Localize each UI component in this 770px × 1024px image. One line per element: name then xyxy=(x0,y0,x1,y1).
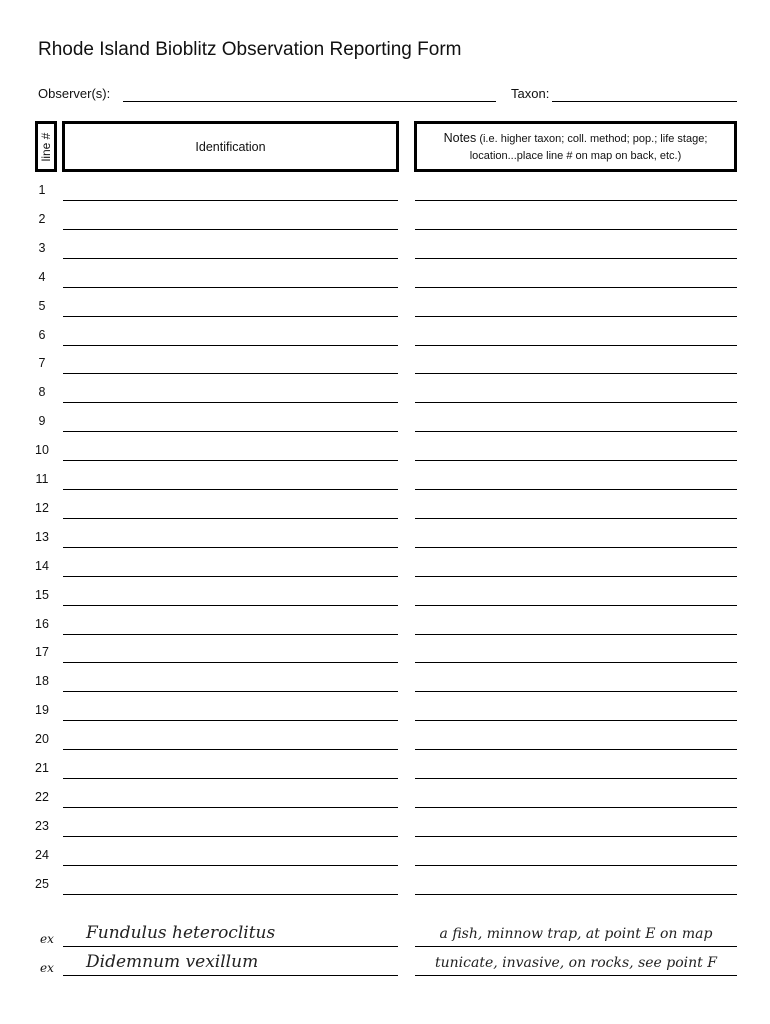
identification-field[interactable] xyxy=(63,547,398,548)
notes-field[interactable] xyxy=(415,258,737,259)
line-number: 21 xyxy=(35,761,49,775)
notes-field[interactable] xyxy=(415,634,737,635)
identification-field[interactable] xyxy=(63,576,398,577)
table-row xyxy=(0,588,770,617)
line-number: 16 xyxy=(35,616,49,631)
table-row xyxy=(0,241,770,270)
table-row xyxy=(0,819,770,848)
identification-field[interactable] xyxy=(63,662,398,663)
identification-header xyxy=(62,121,399,172)
line-number: 9 xyxy=(38,414,46,429)
example-label: ex xyxy=(40,961,54,975)
line-number: 7 xyxy=(38,356,46,371)
notes-field[interactable] xyxy=(415,200,737,201)
identification-field[interactable] xyxy=(63,431,398,432)
notes-field[interactable] xyxy=(415,287,737,288)
identification-field[interactable] xyxy=(63,634,398,635)
line-number: 10 xyxy=(35,443,49,458)
taxon-field[interactable] xyxy=(552,101,737,102)
line-number: 11 xyxy=(35,472,49,486)
table-row xyxy=(0,270,770,299)
notes-field[interactable] xyxy=(415,402,737,403)
table-row xyxy=(0,328,770,357)
notes-field[interactable] xyxy=(415,720,737,721)
table-row xyxy=(0,645,770,674)
line-number: 23 xyxy=(35,818,49,833)
notes-field[interactable] xyxy=(415,865,737,866)
line-number-header xyxy=(35,121,57,172)
line-number: 19 xyxy=(35,703,49,718)
identification-field[interactable] xyxy=(63,373,398,374)
identification-field[interactable] xyxy=(63,807,398,808)
table-row xyxy=(0,617,770,646)
example-notes: tunicate, invasive, on rocks, see point F xyxy=(435,955,717,971)
notes-field[interactable] xyxy=(415,431,737,432)
table-row xyxy=(0,443,770,472)
notes-field[interactable] xyxy=(415,489,737,490)
table-row xyxy=(0,183,770,212)
identification-field[interactable] xyxy=(63,402,398,403)
identification-field[interactable] xyxy=(63,605,398,606)
notes-field[interactable] xyxy=(415,605,737,606)
form-title: Rhode Island Bioblitz Observation Reporting Form xyxy=(38,39,462,60)
notes-field[interactable] xyxy=(415,518,737,519)
notes-field[interactable] xyxy=(415,749,737,750)
notes-field[interactable] xyxy=(415,460,737,461)
line-number: 1 xyxy=(38,183,46,197)
example-identification-line xyxy=(63,975,398,976)
table-row xyxy=(0,501,770,530)
line-number: 14 xyxy=(35,558,49,573)
notes-header-title: Notes xyxy=(443,131,477,145)
identification-field[interactable] xyxy=(63,894,398,895)
example-label: ex xyxy=(40,932,54,946)
table-row xyxy=(0,414,770,443)
table-row xyxy=(0,674,770,703)
notes-field[interactable] xyxy=(415,345,737,346)
line-number: 5 xyxy=(38,298,46,313)
line-number-header-label: line # xyxy=(39,132,53,161)
identification-field[interactable] xyxy=(63,865,398,866)
identification-field[interactable] xyxy=(63,258,398,259)
table-row xyxy=(0,472,770,501)
table-row xyxy=(0,559,770,588)
identification-header-label: Identification xyxy=(195,140,266,154)
line-number: 18 xyxy=(35,674,49,689)
example-row xyxy=(0,923,770,955)
identification-field[interactable] xyxy=(63,460,398,461)
notes-header-line1: (i.e. higher taxon; coll. method; pop.; life stage; xyxy=(479,133,708,145)
table-row xyxy=(0,848,770,877)
table-row xyxy=(0,761,770,790)
example-identification-line xyxy=(63,946,398,947)
notes-field[interactable] xyxy=(415,576,737,577)
notes-field[interactable] xyxy=(415,836,737,837)
notes-field[interactable] xyxy=(415,778,737,779)
identification-field[interactable] xyxy=(63,836,398,837)
line-number: 24 xyxy=(35,847,49,862)
identification-field[interactable] xyxy=(63,200,398,201)
table-row xyxy=(0,299,770,328)
example-notes: a fish, minnow trap, at point E on map xyxy=(439,926,713,942)
table-row xyxy=(0,877,770,906)
notes-field[interactable] xyxy=(415,691,737,692)
identification-field[interactable] xyxy=(63,345,398,346)
notes-field[interactable] xyxy=(415,229,737,230)
notes-header xyxy=(414,121,737,172)
identification-field[interactable] xyxy=(63,229,398,230)
table-row xyxy=(0,703,770,732)
line-number: 13 xyxy=(35,529,49,544)
line-number: 25 xyxy=(35,876,49,891)
line-number: 6 xyxy=(38,327,46,342)
notes-field[interactable] xyxy=(415,662,737,663)
table-row xyxy=(0,212,770,241)
example-identification: Fundulus heteroclitus xyxy=(86,923,276,943)
identification-field[interactable] xyxy=(63,749,398,750)
notes-header-line2: location...place line # on map on back, etc.) xyxy=(469,150,682,162)
notes-field[interactable] xyxy=(415,807,737,808)
taxon-label: Taxon: xyxy=(511,86,550,101)
table-row xyxy=(0,356,770,385)
example-row xyxy=(0,952,770,984)
table-row xyxy=(0,385,770,414)
table-row xyxy=(0,790,770,819)
example-notes-line xyxy=(415,946,737,947)
notes-field[interactable] xyxy=(415,316,737,317)
line-number: 8 xyxy=(38,385,46,400)
notes-field[interactable] xyxy=(415,373,737,374)
identification-field[interactable] xyxy=(63,518,398,519)
line-number: 17 xyxy=(35,645,49,660)
identification-field[interactable] xyxy=(63,720,398,721)
line-number: 22 xyxy=(35,789,49,804)
line-number: 2 xyxy=(38,211,46,226)
identification-field[interactable] xyxy=(63,691,398,692)
line-number: 3 xyxy=(38,240,46,255)
example-identification: Didemnum vexillum xyxy=(86,952,259,972)
line-number: 12 xyxy=(35,500,49,515)
identification-field[interactable] xyxy=(63,287,398,288)
notes-field[interactable] xyxy=(415,547,737,548)
notes-field[interactable] xyxy=(415,894,737,895)
table-row xyxy=(0,732,770,761)
observer-label: Observer(s): xyxy=(38,86,111,101)
line-number: 4 xyxy=(38,269,46,284)
identification-field[interactable] xyxy=(63,489,398,490)
observer-field[interactable] xyxy=(123,101,496,102)
table-row xyxy=(0,530,770,559)
line-number: 20 xyxy=(35,732,49,747)
line-number: 15 xyxy=(35,587,49,602)
example-notes-line xyxy=(415,975,737,976)
identification-field[interactable] xyxy=(63,778,398,779)
identification-field[interactable] xyxy=(63,316,398,317)
